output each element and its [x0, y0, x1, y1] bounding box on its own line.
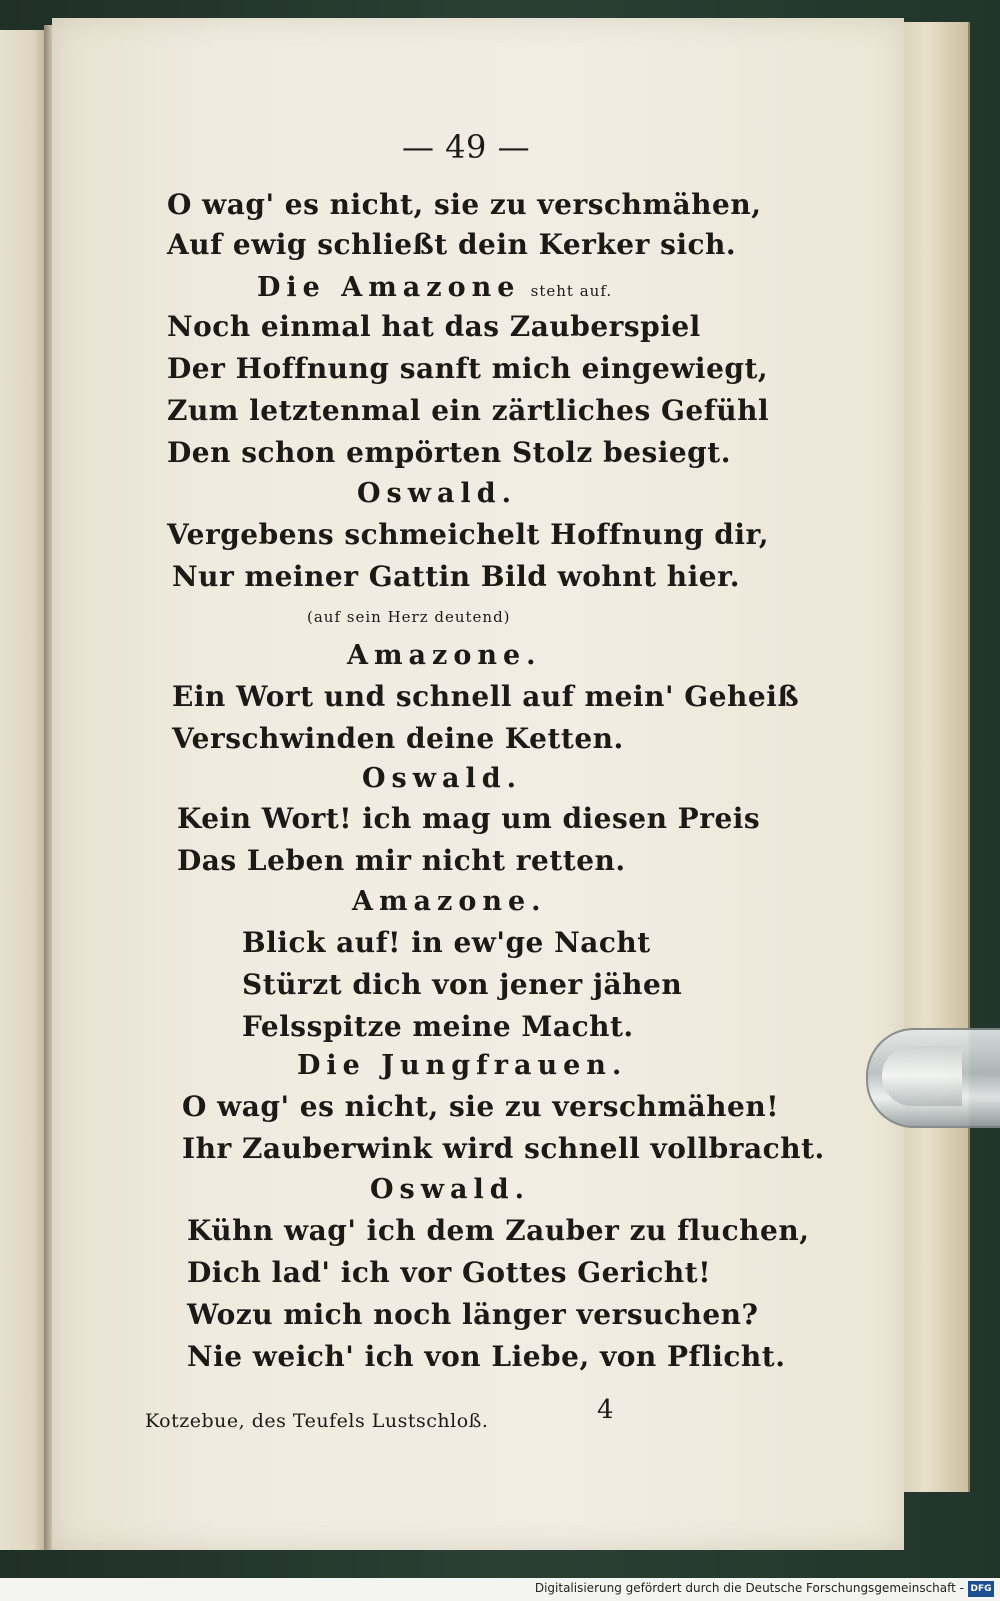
verse-line: Blick auf! in ew'ge Nacht: [242, 926, 651, 959]
funding-credit: Digitalisierung gefördert durch die Deutsche Forschungsgemeinschaft -: [534, 1581, 964, 1595]
verse-line: Kühn wag' ich dem Zauber zu fluchen,: [187, 1214, 810, 1247]
page-number: — 49 —: [402, 128, 531, 166]
verse-line: Das Leben mir nicht retten.: [177, 844, 626, 877]
verse-line: Zum letztenmal ein zärtliches Gefühl: [167, 394, 770, 427]
facing-page-edge: [0, 30, 50, 1550]
verse-line: Felsspitze meine Macht.: [242, 1010, 634, 1043]
speaker-name: Oswald.: [370, 1174, 530, 1205]
verse-line: Auf ewig schließt dein Kerker sich.: [167, 228, 737, 261]
speaker-name: Amazone.: [347, 640, 542, 671]
verse-line: Nie weich' ich von Liebe, von Pflicht.: [187, 1340, 786, 1373]
verse-line: Verschwinden deine Ketten.: [172, 722, 624, 755]
credit-bar: [0, 1578, 1000, 1601]
dfg-logo-icon: DFG: [968, 1581, 994, 1597]
page-block-edge: [898, 22, 970, 1492]
verse-line: O wag' es nicht, sie zu verschmähen,: [167, 188, 762, 221]
verse-line: Der Hoffnung sanft mich eingewiegt,: [167, 352, 769, 385]
verse-line: Wozu mich noch länger versuchen?: [187, 1298, 759, 1331]
speaker-name: Die Jungfrauen.: [297, 1050, 628, 1081]
speaker-name: Oswald.: [357, 478, 517, 509]
signature-mark: 4: [597, 1395, 615, 1425]
stage-direction: (auf sein Herz deutend): [307, 608, 511, 626]
running-title: Kotzebue, des Teufels Lustschloß.: [145, 1410, 489, 1432]
verse-line: Kein Wort! ich mag um diesen Preis: [177, 802, 761, 835]
stage-direction: steht auf.: [530, 282, 613, 300]
verse-line: Den schon empörten Stolz besiegt.: [167, 436, 731, 469]
verse-line: Stürzt dich von jener jähen: [242, 968, 683, 1001]
verse-line: Vergebens schmeichelt Hoffnung dir,: [167, 518, 769, 551]
verse-line: O wag' es nicht, sie zu verschmähen!: [182, 1090, 780, 1123]
verse-line: Noch einmal hat das Zauberspiel: [167, 310, 701, 343]
speaker-name: [257, 270, 612, 303]
speaker-label: Die Amazone: [257, 272, 521, 303]
page-text: [52, 18, 904, 1550]
verse-line: Dich lad' ich vor Gottes Gericht!: [187, 1256, 712, 1289]
verse-line: Ihr Zauberwink wird schnell vollbracht.: [182, 1132, 825, 1165]
speaker-name: Amazone.: [352, 886, 547, 917]
speaker-name: Oswald.: [362, 763, 522, 794]
verse-line: Ein Wort und schnell auf mein' Geheiß: [172, 680, 800, 713]
verse-line: Nur meiner Gattin Bild wohnt hier.: [172, 560, 741, 593]
